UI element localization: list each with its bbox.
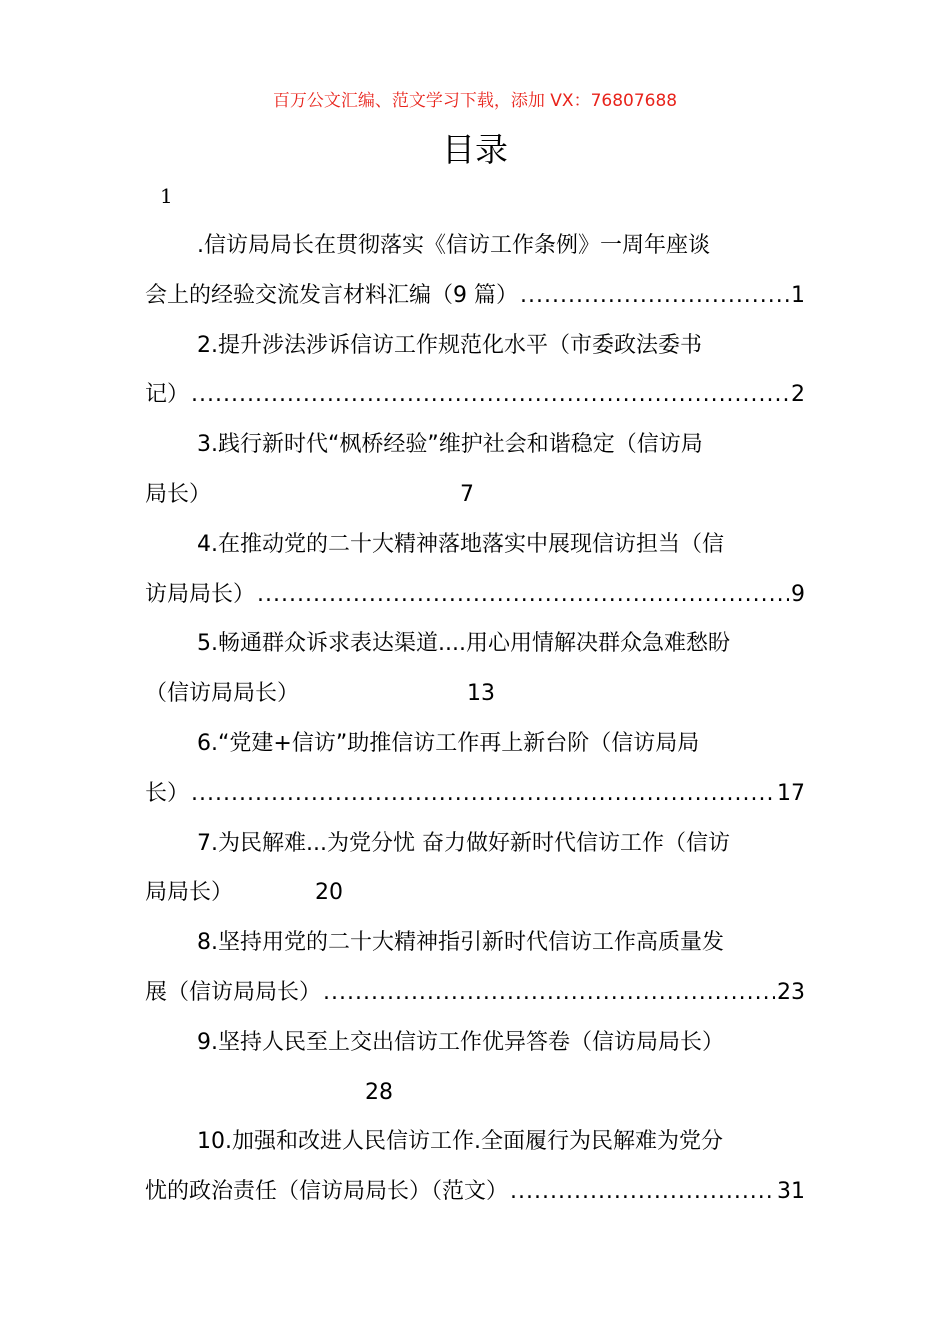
- toc-entry-title: 2.提升涉法涉诉信访工作规范化水平（市委政法委书: [197, 332, 702, 358]
- toc-entry-title-cont: [145, 674, 805, 724]
- toc-page-number: 2: [791, 382, 805, 408]
- header-ad-text: 百万公文汇编、范文学习下载，添加 VX：76807688: [272, 91, 678, 111]
- toc-entry-title-cont: [145, 774, 805, 824]
- toc-entry-text: 展（信访局局长）: [145, 979, 322, 1005]
- toc-entry-text: （信访局局长）: [145, 681, 300, 707]
- toc-entry-text: 长）: [145, 780, 190, 806]
- toc-entry-title: 5.畅通群众诉求表达渠道....用心用情解决群众急难愁盼: [197, 631, 730, 657]
- toc-entry-text: 局局长）: [145, 880, 234, 906]
- toc-entry-text: 记）: [145, 382, 190, 408]
- toc-entry-text: 局长）: [145, 481, 212, 507]
- toc-entry-title: .信访局局长在贯彻落实《信访工作条例》一周年座谈: [197, 233, 710, 258]
- page-title: 目录: [442, 130, 508, 169]
- toc-page-number: 1: [791, 282, 805, 308]
- leader-dots: [510, 1172, 775, 1212]
- toc-entry-3[interactable]: [145, 425, 805, 525]
- toc-entry-title-cont: [145, 1172, 805, 1222]
- toc-entry-5[interactable]: [145, 624, 805, 724]
- toc-entry-title: 3.践行新时代“枫桥经验”维护社会和谐稳定（信访局: [197, 432, 703, 458]
- toc-entry-title: 10.加强和改进人民信访工作.全面履行为民解难为党分: [197, 1129, 723, 1155]
- toc-entry-title: 8.坚持用党的二十大精神指引新时代信访工作高质量发: [197, 930, 724, 956]
- toc-page-number: 23: [777, 979, 805, 1005]
- toc-entry-8[interactable]: [145, 923, 805, 1023]
- leader-dots: [520, 276, 789, 316]
- toc-page-number: 28: [365, 1079, 393, 1105]
- toc-entry-text: 忧的政治责任（信访局局长）（范文）: [145, 1179, 509, 1205]
- leader-dots: [191, 774, 775, 814]
- toc-entry-9[interactable]: [145, 1023, 805, 1123]
- toc-entry-title: 7.为民解难...为党分忧 奋力做好新时代信访工作（信访: [197, 830, 730, 856]
- toc-page-number: 13: [467, 681, 495, 707]
- toc-entry-title-cont: [145, 475, 805, 525]
- table-of-contents: [145, 226, 805, 1222]
- toc-entry-text: 会上的经验交流发言材料汇编（9 篇）: [145, 282, 518, 308]
- toc-page-number: 7: [460, 481, 474, 507]
- toc-entry-title: 6.“党建+信访”助推信访工作再上新台阶（信访局局: [197, 730, 700, 756]
- toc-entry-title-cont: [145, 375, 805, 425]
- toc-entry-text: 访局局长）: [145, 581, 256, 607]
- toc-page-number: 20: [315, 880, 343, 906]
- toc-page-number: 31: [777, 1179, 805, 1205]
- toc-entry-title-cont: [145, 973, 805, 1023]
- toc-entry-6[interactable]: [145, 724, 805, 824]
- leader-dots: [191, 375, 789, 415]
- toc-entry-10[interactable]: [145, 1122, 805, 1222]
- toc-entry-title-cont: [145, 1073, 805, 1123]
- leader-dots: [257, 575, 789, 615]
- toc-entry-title: 9.坚持人民至上交出信访工作优异答卷（信访局局长）: [197, 1029, 724, 1055]
- toc-page-number: 9: [791, 581, 805, 607]
- toc-entry-7[interactable]: [145, 824, 805, 924]
- toc-entry-title: 4.在推动党的二十大精神落地落实中展现信访担当（信: [197, 531, 724, 557]
- toc-entry-1[interactable]: [145, 226, 805, 326]
- toc-entry-4[interactable]: [145, 525, 805, 625]
- toc-entry-2[interactable]: [145, 326, 805, 426]
- leader-dots: [323, 973, 775, 1013]
- toc-entry-title-cont: [145, 575, 805, 625]
- stray-page-number: 1: [160, 184, 173, 208]
- toc-entry-title-cont: [145, 276, 805, 326]
- toc-entry-title-cont: [145, 873, 805, 923]
- toc-page-number: 17: [777, 780, 805, 806]
